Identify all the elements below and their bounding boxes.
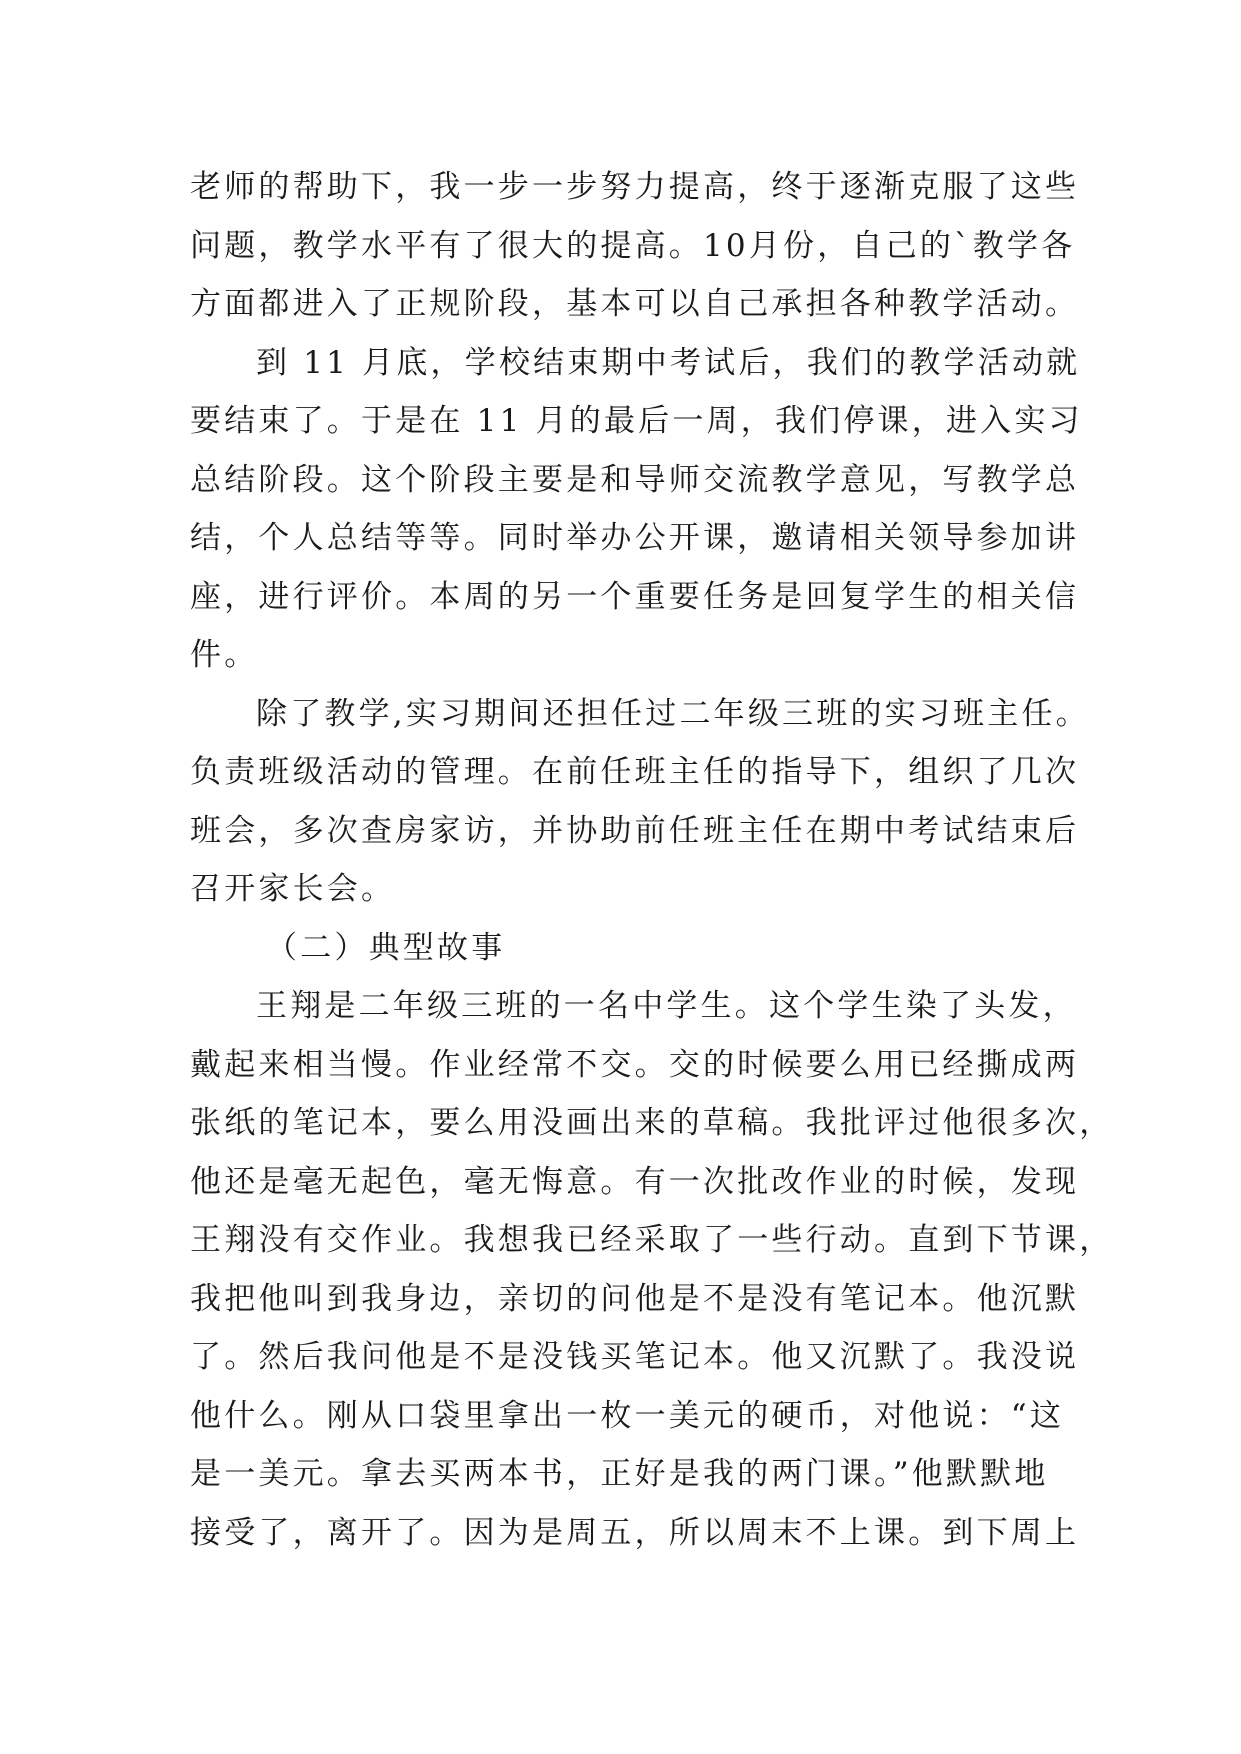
text-line-22: 他什么。刚从口袋里拿出一枚一美元的硬币，对他说：“这 — [190, 1397, 1065, 1434]
text-line-16: 戴起来相当慢。作业经常不交。交的时候要么用已经撕成两 — [190, 1046, 1080, 1083]
text-line-1: 老师的帮助下，我一步一步努力提高，终于逐渐克服了这些 — [190, 169, 1080, 205]
text-line-4: 到 11 月底，学校结束期中考试后，我们的教学活动就 — [256, 344, 1081, 381]
text-line-3: 方面都进入了正规阶段，基本可以自己承担各种教学活动。 — [190, 286, 1080, 322]
text-line-10: 除了教学,实习期间还担任过二年级三班的实习班主任。 — [256, 695, 1090, 732]
text-line-12: 班会，多次查房家访，并协助前任班主任在期中考试结束后 — [190, 812, 1080, 849]
text-line-11: 负责班级活动的管理。在前任班主任的指导下，组织了几次 — [190, 754, 1080, 790]
text-line-20: 我把他叫到我身边，亲切的问他是不是没有笔记本。他沉默 — [190, 1280, 1080, 1317]
text-line-17: 张纸的笔记本，要么用没画出来的草稿。我批评过他很多次， — [190, 1105, 1114, 1141]
text-line-2: 问题，教学水平有了很大的提高。10月份，自己的`教学各 — [190, 227, 1076, 264]
section-heading: （二）典型故事 — [266, 929, 506, 966]
document-body — [190, 158, 1114, 1562]
text-line-19: 王翔没有交作业。我想我已经采取了一些行动。直到下节课， — [190, 1222, 1114, 1258]
text-line-13: 召开家长会。 — [190, 871, 396, 907]
text-line-18: 他还是毫无起色，毫无悔意。有一次批改作业的时候，发现 — [190, 1163, 1080, 1200]
text-line-6: 总结阶段。这个阶段主要是和导师交流教学意见，写教学总 — [190, 461, 1080, 498]
text-line-7: 结，个人总结等等。同时举办公开课，邀请相关领导参加讲 — [190, 520, 1080, 556]
text-line-15: 王翔是二年级三班的一名中学生。这个学生染了头发， — [256, 988, 1077, 1024]
text-line-24: 接受了，离开了。因为是周五，所以周末不上课。到下周上 — [190, 1514, 1080, 1551]
text-line-23: 是一美元。拿去买两本书，正好是我的两门课。”他默默地 — [190, 1456, 1049, 1492]
text-line-9: 件。 — [190, 637, 259, 673]
text-line-21: 了。然后我问他是不是没钱买笔记本。他又沉默了。我没说 — [190, 1339, 1080, 1375]
text-line-8: 座，进行评价。本周的另一个重要任务是回复学生的相关信 — [190, 578, 1080, 615]
text-line-5: 要结束了。于是在 11 月的最后一周，我们停课，进入实习 — [190, 403, 1083, 439]
